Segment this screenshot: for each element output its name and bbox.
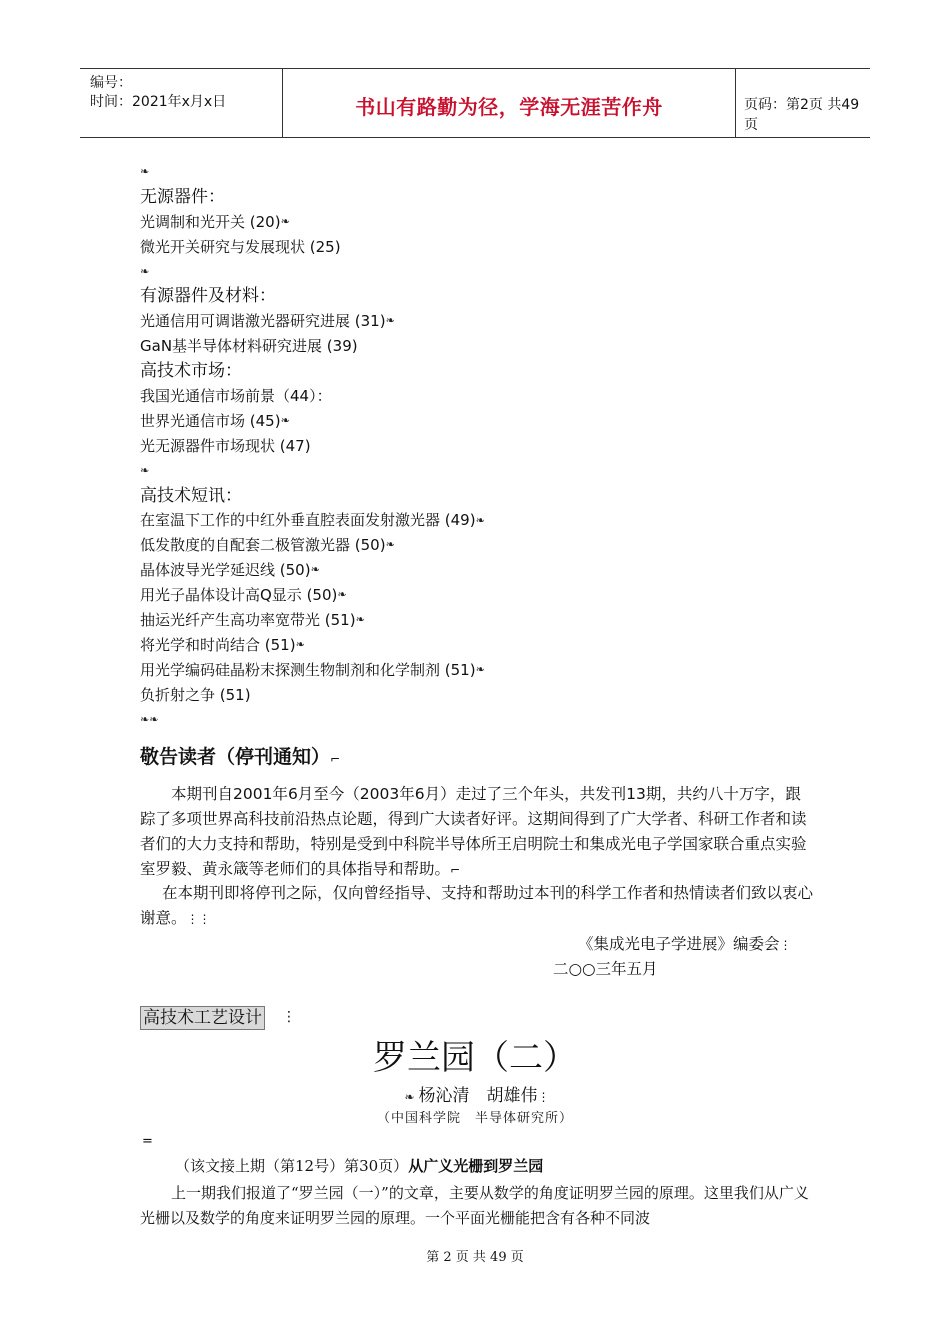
motto: 书山有路勤为径，学海无涯苦作舟 bbox=[355, 95, 663, 119]
toc-text: 高技术市场： bbox=[140, 361, 242, 382]
equation-mark: = bbox=[142, 1134, 153, 1149]
toc-item bbox=[140, 459, 860, 484]
subheading: 从广义光栅到罗兰园 bbox=[408, 1157, 544, 1175]
notice-title: 敬告读者（停刊通知）⌐ bbox=[140, 746, 341, 768]
number-label: 编号： bbox=[90, 75, 132, 91]
paragraph-mark-icon: ❧ bbox=[337, 588, 347, 602]
toc-item bbox=[140, 384, 860, 409]
toc-heading bbox=[140, 484, 860, 509]
toc-heading bbox=[140, 185, 860, 210]
header-center-cell bbox=[282, 69, 736, 137]
toc-item bbox=[140, 260, 860, 285]
toc-text: 用光子晶体设计高Q显示 (50) bbox=[140, 586, 338, 605]
paragraph-mark: ⌐ bbox=[450, 863, 461, 877]
toc-text: 我国光通信市场前景（44）： bbox=[140, 387, 332, 406]
paragraph-mark-icon: ❧ bbox=[140, 463, 150, 477]
paragraph-mark-icon: ❧ bbox=[385, 538, 395, 552]
toc-text: 世界光通信市场 (45) bbox=[140, 411, 281, 430]
paragraph-mark-icon: ❧ bbox=[385, 314, 395, 328]
toc-text: GaN基半导体材料研究进展 (39) bbox=[140, 337, 358, 356]
paragraph-mark: ⋮ bbox=[282, 1009, 296, 1025]
header-left-cell bbox=[80, 69, 282, 137]
toc-text: 有源器件及材料： bbox=[140, 286, 276, 307]
header-right-cell bbox=[736, 69, 870, 137]
toc-item bbox=[140, 658, 860, 683]
notice-date: 二○○三年五月 bbox=[553, 960, 658, 978]
toc-text: 晶体波导光学延迟线 (50) bbox=[140, 561, 311, 580]
article-affiliation: （中国科学院 半导体研究所） bbox=[376, 1111, 573, 1126]
page-label: 页码：第2页 共49页 bbox=[744, 97, 860, 133]
toc-item bbox=[140, 533, 860, 558]
continuation-note: （该文接上期（第12号）第30页）从广义光栅到罗兰园 bbox=[175, 1157, 544, 1175]
toc-item bbox=[140, 708, 860, 733]
toc-item bbox=[140, 508, 860, 533]
toc-text: 抽运光纤产生高功率宽带光 (51) bbox=[140, 611, 356, 630]
paragraph-mark-icon: ❧ bbox=[140, 264, 150, 278]
notice-signature: 《集成光电子学进展》编委会⋮ bbox=[578, 935, 792, 953]
toc-text: 光无源器件市场现状 (47) bbox=[140, 436, 311, 455]
paragraph-mark-icon: ❧ bbox=[475, 662, 485, 676]
toc-item bbox=[140, 608, 860, 633]
notice-paragraph-2: 在本期刊即将停刊之际，仅向曾经指导、支持和帮助过本刊的科学工作者和热情读者们致以衷心谢意。⋮⋮ bbox=[140, 884, 814, 927]
paragraph-mark-icon: ❧ bbox=[310, 563, 320, 577]
page-footer: 第 2 页 共 49 页 bbox=[426, 1250, 524, 1265]
toc-item bbox=[140, 583, 860, 608]
header-table bbox=[80, 68, 870, 138]
toc-heading bbox=[140, 359, 860, 384]
paragraph-mark: ⋮ bbox=[537, 1090, 550, 1104]
paragraph-mark: ⌐ bbox=[330, 752, 341, 766]
toc-item bbox=[140, 160, 860, 185]
paragraph-mark-icon: ❧ bbox=[475, 513, 485, 527]
section-tag: 高技术工艺设计 bbox=[140, 1006, 265, 1030]
toc-item bbox=[140, 683, 860, 708]
toc-text: 微光开关研究与发展现状 (25) bbox=[140, 237, 341, 256]
paragraph-mark: ⋮ bbox=[779, 938, 792, 952]
table-of-contents bbox=[140, 160, 860, 732]
toc-item bbox=[140, 409, 860, 434]
toc-item bbox=[140, 309, 860, 334]
toc-text: 光通信用可调谐激光器研究进展 (31) bbox=[140, 312, 386, 331]
paragraph-mark-icon: ❧ bbox=[280, 413, 290, 427]
toc-text: 在室温下工作的中红外垂直腔表面发射激光器 (49) bbox=[140, 511, 476, 530]
toc-text: 无源器件： bbox=[140, 186, 225, 207]
toc-item bbox=[140, 434, 860, 459]
toc-text: 低发散度的自配套二极管激光器 (50) bbox=[140, 536, 386, 555]
date-label: 时间：2021年x月x日 bbox=[90, 94, 227, 110]
toc-item bbox=[140, 235, 860, 260]
toc-item bbox=[140, 633, 860, 658]
toc-text: 光调制和光开关 (20) bbox=[140, 212, 281, 231]
toc-item bbox=[140, 210, 860, 235]
paragraph-mark-icon: ❧ bbox=[140, 165, 150, 179]
toc-text: 负折射之争 (51) bbox=[140, 685, 251, 704]
toc-text: 用光学编码硅晶粉末探测生物制剂和化学制剂 (51) bbox=[140, 660, 476, 679]
paragraph-mark: ❧ bbox=[404, 1089, 415, 1104]
article-title: 罗兰园（二） bbox=[373, 1038, 577, 1078]
paragraph-mark-icon: ❧ bbox=[295, 637, 305, 651]
toc-text: 高技术短讯： bbox=[140, 485, 242, 506]
paragraph-mark: ⋮⋮ bbox=[186, 912, 211, 926]
paragraph-mark-icon: ❧❧ bbox=[140, 712, 159, 726]
paragraph-mark-icon: ❧ bbox=[355, 613, 365, 627]
article-body: 上一期我们报道了“罗兰园（一）”的文章，主要从数学的角度证明罗兰园的原理。这里我们从广义光栅以及数学的角度来证明罗兰园的原理。一个平面光栅能把含有各种不同波 bbox=[140, 1184, 809, 1227]
notice-paragraph-1: 本期刊自2001年6月至今（2003年6月）走过了三个年头，共发刊13期，共约八十万字，跟踪了多项世界高科技前沿热点论题，得到广大读者好评。这期间得到了广大学者、科研工作者和读者们的大力支持和帮助，特别是受到中科院半导体所王启明院士和集成光电子学国家联合重点实验室罗毅、黄永箴等老师们的具体指导和帮助。⌐ bbox=[140, 785, 807, 878]
toc-item bbox=[140, 558, 860, 583]
article-authors: ❧ 杨沁清 胡雄伟⋮ bbox=[0, 1081, 950, 1106]
toc-heading bbox=[140, 284, 860, 309]
paragraph-mark-icon: ❧ bbox=[280, 214, 290, 228]
toc-item bbox=[140, 334, 860, 359]
toc-text: 将光学和时尚结合 (51) bbox=[140, 635, 296, 654]
